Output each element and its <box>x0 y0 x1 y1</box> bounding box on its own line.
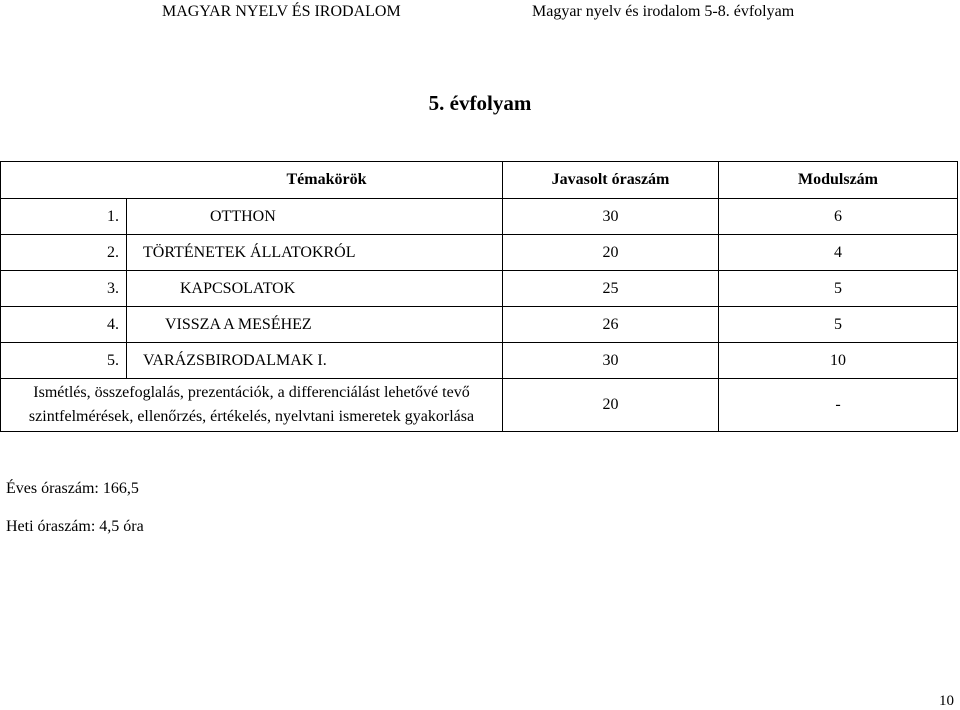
header-modules: Modulszám <box>719 162 958 199</box>
row-topic-label: VARÁZSBIRODALMAK I. <box>143 351 327 369</box>
row-topic <box>127 199 503 235</box>
row-topic-label: OTTHON <box>210 207 276 225</box>
row-number: 5. <box>1 343 127 379</box>
table-row <box>1 343 958 379</box>
row-modules: 5 <box>719 271 958 307</box>
review-modules: - <box>719 379 958 432</box>
topics-table <box>0 161 958 432</box>
row-hours: 30 <box>503 199 719 235</box>
header-hours: Javasolt óraszám <box>503 162 719 199</box>
row-number: 2. <box>1 235 127 271</box>
row-modules: 6 <box>719 199 958 235</box>
row-topic-label: VISSZA A MESÉHEZ <box>165 315 312 333</box>
page-number: 10 <box>939 693 954 709</box>
row-modules: 4 <box>719 235 958 271</box>
review-line-2: szintfelmérések, ellenőrzés, értékelés, nyelvtani ismeretek gyakorlása <box>28 407 475 425</box>
review-description <box>1 379 503 432</box>
row-number: 3. <box>1 271 127 307</box>
row-hours: 20 <box>503 235 719 271</box>
row-modules: 5 <box>719 307 958 343</box>
row-topic-label: KAPCSOLATOK <box>180 279 296 297</box>
row-topic <box>127 235 503 271</box>
header-topics-label: Témakörök <box>286 171 367 188</box>
header-subject: MAGYAR NYELV ÉS IRODALOM <box>162 3 401 20</box>
row-topic <box>127 343 503 379</box>
review-hours: 20 <box>503 379 719 432</box>
row-hours: 25 <box>503 271 719 307</box>
table-row <box>1 271 958 307</box>
row-topic <box>127 307 503 343</box>
review-row <box>1 379 958 432</box>
row-number: 4. <box>1 307 127 343</box>
table-row <box>1 307 958 343</box>
row-hours: 26 <box>503 307 719 343</box>
header-grade-range: Magyar nyelv és irodalom 5-8. évfolyam <box>532 3 795 20</box>
table-row <box>1 199 958 235</box>
annual-hours: Éves óraszám: 166,5 <box>6 480 139 497</box>
review-line-1: Ismétlés, összefoglalás, prezentációk, a differenciálást lehetővé tevő <box>33 383 470 401</box>
header-topics <box>1 162 503 199</box>
row-number: 1. <box>1 199 127 235</box>
row-topic-label: TÖRTÉNETEK ÁLLATOKRÓL <box>143 243 356 261</box>
row-modules: 10 <box>719 343 958 379</box>
table-header-row <box>1 162 958 199</box>
row-hours: 30 <box>503 343 719 379</box>
row-topic <box>127 271 503 307</box>
table-row <box>1 235 958 271</box>
page-title: 5. évfolyam <box>428 91 532 115</box>
weekly-hours: Heti óraszám: 4,5 óra <box>6 518 144 535</box>
